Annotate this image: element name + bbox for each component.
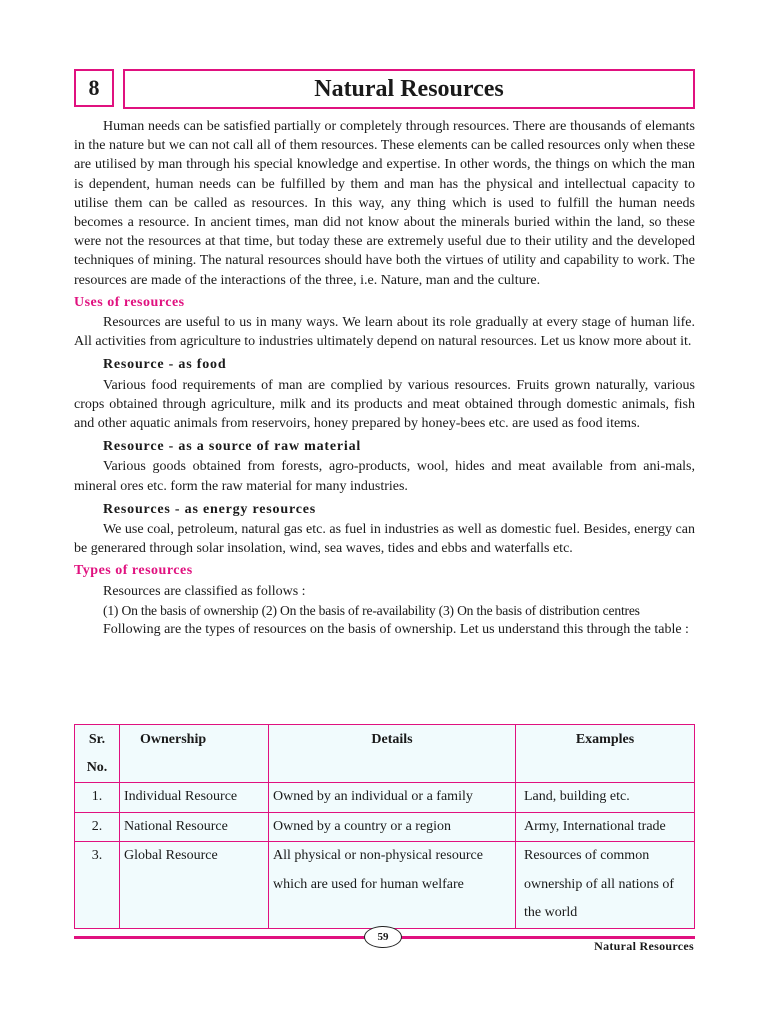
types-line-2: (1) On the basis of ownership (2) On the basis of re-availability (3) On the basis of distribution centres — [103, 602, 640, 618]
food-paragraph: Various food requirements of man are complied by various resources. Fruits grown naturally, various crops obtained through agriculture, milk and its products and meat obtained through domestic animals, fish and other aquatic animals from reservoirs, honey prepared by honey-bees etc. are used as food items. — [74, 377, 695, 432]
types-heading: Types of resources — [74, 563, 193, 579]
ownership-table — [74, 724, 695, 929]
page-number: 59 — [364, 926, 402, 948]
food-heading: Resource - as food — [103, 357, 227, 373]
intro-paragraph: Human needs can be satisfied partially or completely through resources. There are thousands of elemants in the nature but we can not call all of them resources. These elements can be called resources only when these are utilised by man through his special knowledge and expertise. In other words, the things on which the man is dependent, human needs can be fulfilled by them and man has the physical and intellectual capacity to utilise them can be called as resources. In this way, any thing which is used to fulfill the human needs becomes a resource. In ancient times, man did not know about the minerals buried within the land, so these were not the resources at that time, but today these are extremely useful due to their utility and the developed techniques of mining. The natural resources should have both the virtues of utility and capability to work. The resources are made of the interactions of the three, i.e. Nature, man and the culture. — [74, 119, 695, 288]
cell-sr: 1. — [75, 783, 120, 813]
uses-paragraph: Resources are useful to us in many ways. We learn about its role gradually at every stage of human life. All activities from agriculture to industries ultimately depend on natural resources. Let us know more about it. — [74, 315, 695, 350]
chapter-number: 8 — [74, 69, 114, 107]
cell-details — [269, 842, 516, 929]
table-row — [75, 783, 695, 813]
details-line: which are used for human welfare — [273, 876, 464, 892]
header-examples: Examples — [516, 725, 695, 783]
examples-line: the world — [524, 905, 578, 920]
header-details: Details — [269, 725, 516, 783]
cell-sr: 2. — [75, 812, 120, 842]
cell-examples: Army, International trade — [516, 812, 695, 842]
examples-line: Resources of common — [524, 848, 650, 863]
types-line-3: Following are the types of resources on the basis of ownership. Let us understand this through the table : — [103, 622, 689, 638]
header-sr-no — [75, 725, 120, 783]
cell-examples — [516, 842, 695, 929]
chapter-header — [74, 69, 695, 111]
cell-ownership: Individual Resource — [120, 783, 269, 813]
cell-ownership: Global Resource — [120, 842, 269, 929]
table-row — [75, 812, 695, 842]
cell-sr: 3. — [75, 842, 120, 929]
footer-title: Natural Resources — [594, 939, 694, 953]
energy-heading: Resources - as energy resources — [103, 501, 316, 517]
cell-details: Owned by an individual or a family — [269, 783, 516, 813]
raw-material-paragraph: Various goods obtained from forests, agro-products, wool, hides and meat available from ani-mals, mineral ores etc. form the raw material for many industries. — [74, 459, 695, 494]
header-ownership: Ownership — [120, 725, 269, 783]
cell-ownership: National Resource — [120, 812, 269, 842]
chapter-title: Natural Resources — [123, 69, 695, 109]
details-line: All physical or non-physical resource — [273, 848, 483, 863]
raw-material-heading: Resource - as a source of raw material — [103, 439, 362, 455]
table-header-row — [75, 725, 695, 783]
header-sr: Sr. — [88, 732, 106, 747]
header-no: No. — [86, 760, 108, 775]
uses-heading: Uses of resources — [74, 294, 185, 310]
cell-examples: Land, building etc. — [516, 783, 695, 813]
types-line-1: Resources are classified as follows : — [103, 583, 306, 599]
cell-details: Owned by a country or a region — [269, 812, 516, 842]
table-row — [75, 842, 695, 929]
examples-line: ownership of all nations of — [524, 876, 675, 892]
energy-paragraph: We use coal, petroleum, natural gas etc. as fuel in industries as well as domestic fuel. Besides, energy can be generared through solar insolation, wind, sea waves, tides and ebbs and waterfalls etc. — [74, 522, 695, 557]
body-content — [74, 117, 695, 639]
